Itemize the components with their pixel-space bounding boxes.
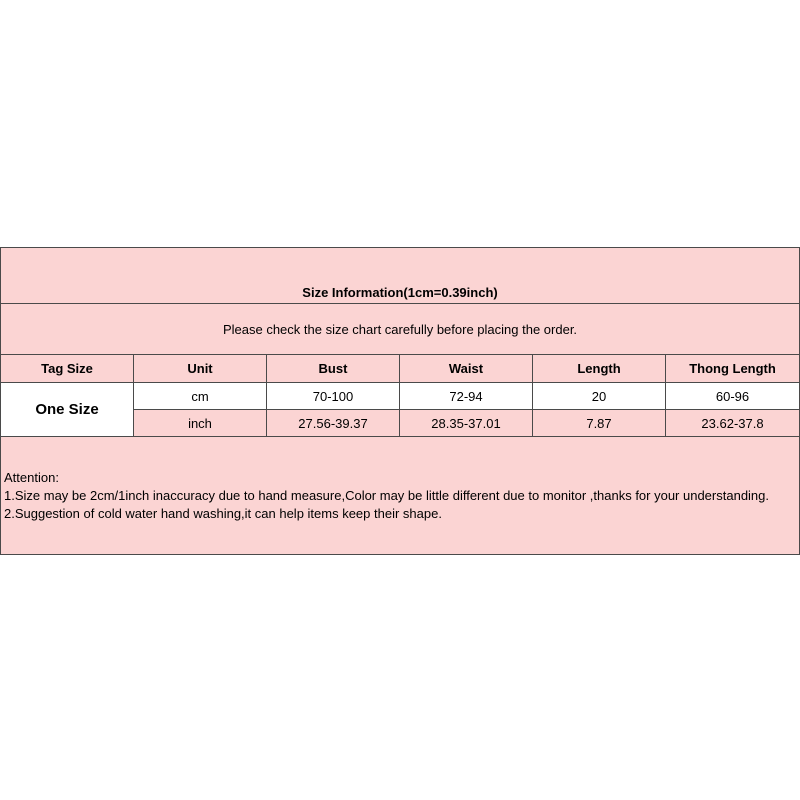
title-row: [1, 248, 800, 304]
attention-cell: [1, 469, 800, 555]
waist-cell: 28.35-37.01: [400, 410, 533, 437]
length-cell: 7.87: [533, 410, 666, 437]
header-unit: Unit: [134, 355, 267, 383]
spacer-row: [1, 437, 800, 470]
size-chart-table: [0, 247, 800, 555]
header-waist: Waist: [400, 355, 533, 383]
size-info-title: Size Information(1cm=0.39inch): [302, 285, 498, 300]
unit-cell: inch: [134, 410, 267, 437]
attention-row: [1, 469, 800, 555]
note-row: [1, 304, 800, 355]
thong-length-cell: 23.62-37.8: [666, 410, 800, 437]
tag-size-cell: One Size: [1, 383, 134, 437]
waist-cell: 72-94: [400, 383, 533, 410]
size-info-title-cell: [1, 248, 800, 304]
bust-cell: 70-100: [267, 383, 400, 410]
bust-cell: 27.56-39.37: [267, 410, 400, 437]
header-length: Length: [533, 355, 666, 383]
header-tag-size: Tag Size: [1, 355, 134, 383]
attention-heading: Attention:: [4, 470, 59, 485]
length-cell: 20: [533, 383, 666, 410]
attention-line-2: 2.Suggestion of cold water hand washing,it can help items keep their shape.: [4, 506, 442, 521]
header-thong-length: Thong Length: [666, 355, 800, 383]
spacer-cell: [1, 437, 800, 470]
size-note: Please check the size chart carefully before placing the order.: [1, 304, 800, 355]
thong-length-cell: 60-96: [666, 383, 800, 410]
header-row: [1, 355, 800, 383]
unit-cell: cm: [134, 383, 267, 410]
attention-line-1: 1.Size may be 2cm/1inch inaccuracy due to hand measure,Color may be little different due to monitor ,thanks for your understanding.: [4, 488, 770, 503]
table-row-cm: [1, 383, 800, 410]
header-bust: Bust: [267, 355, 400, 383]
